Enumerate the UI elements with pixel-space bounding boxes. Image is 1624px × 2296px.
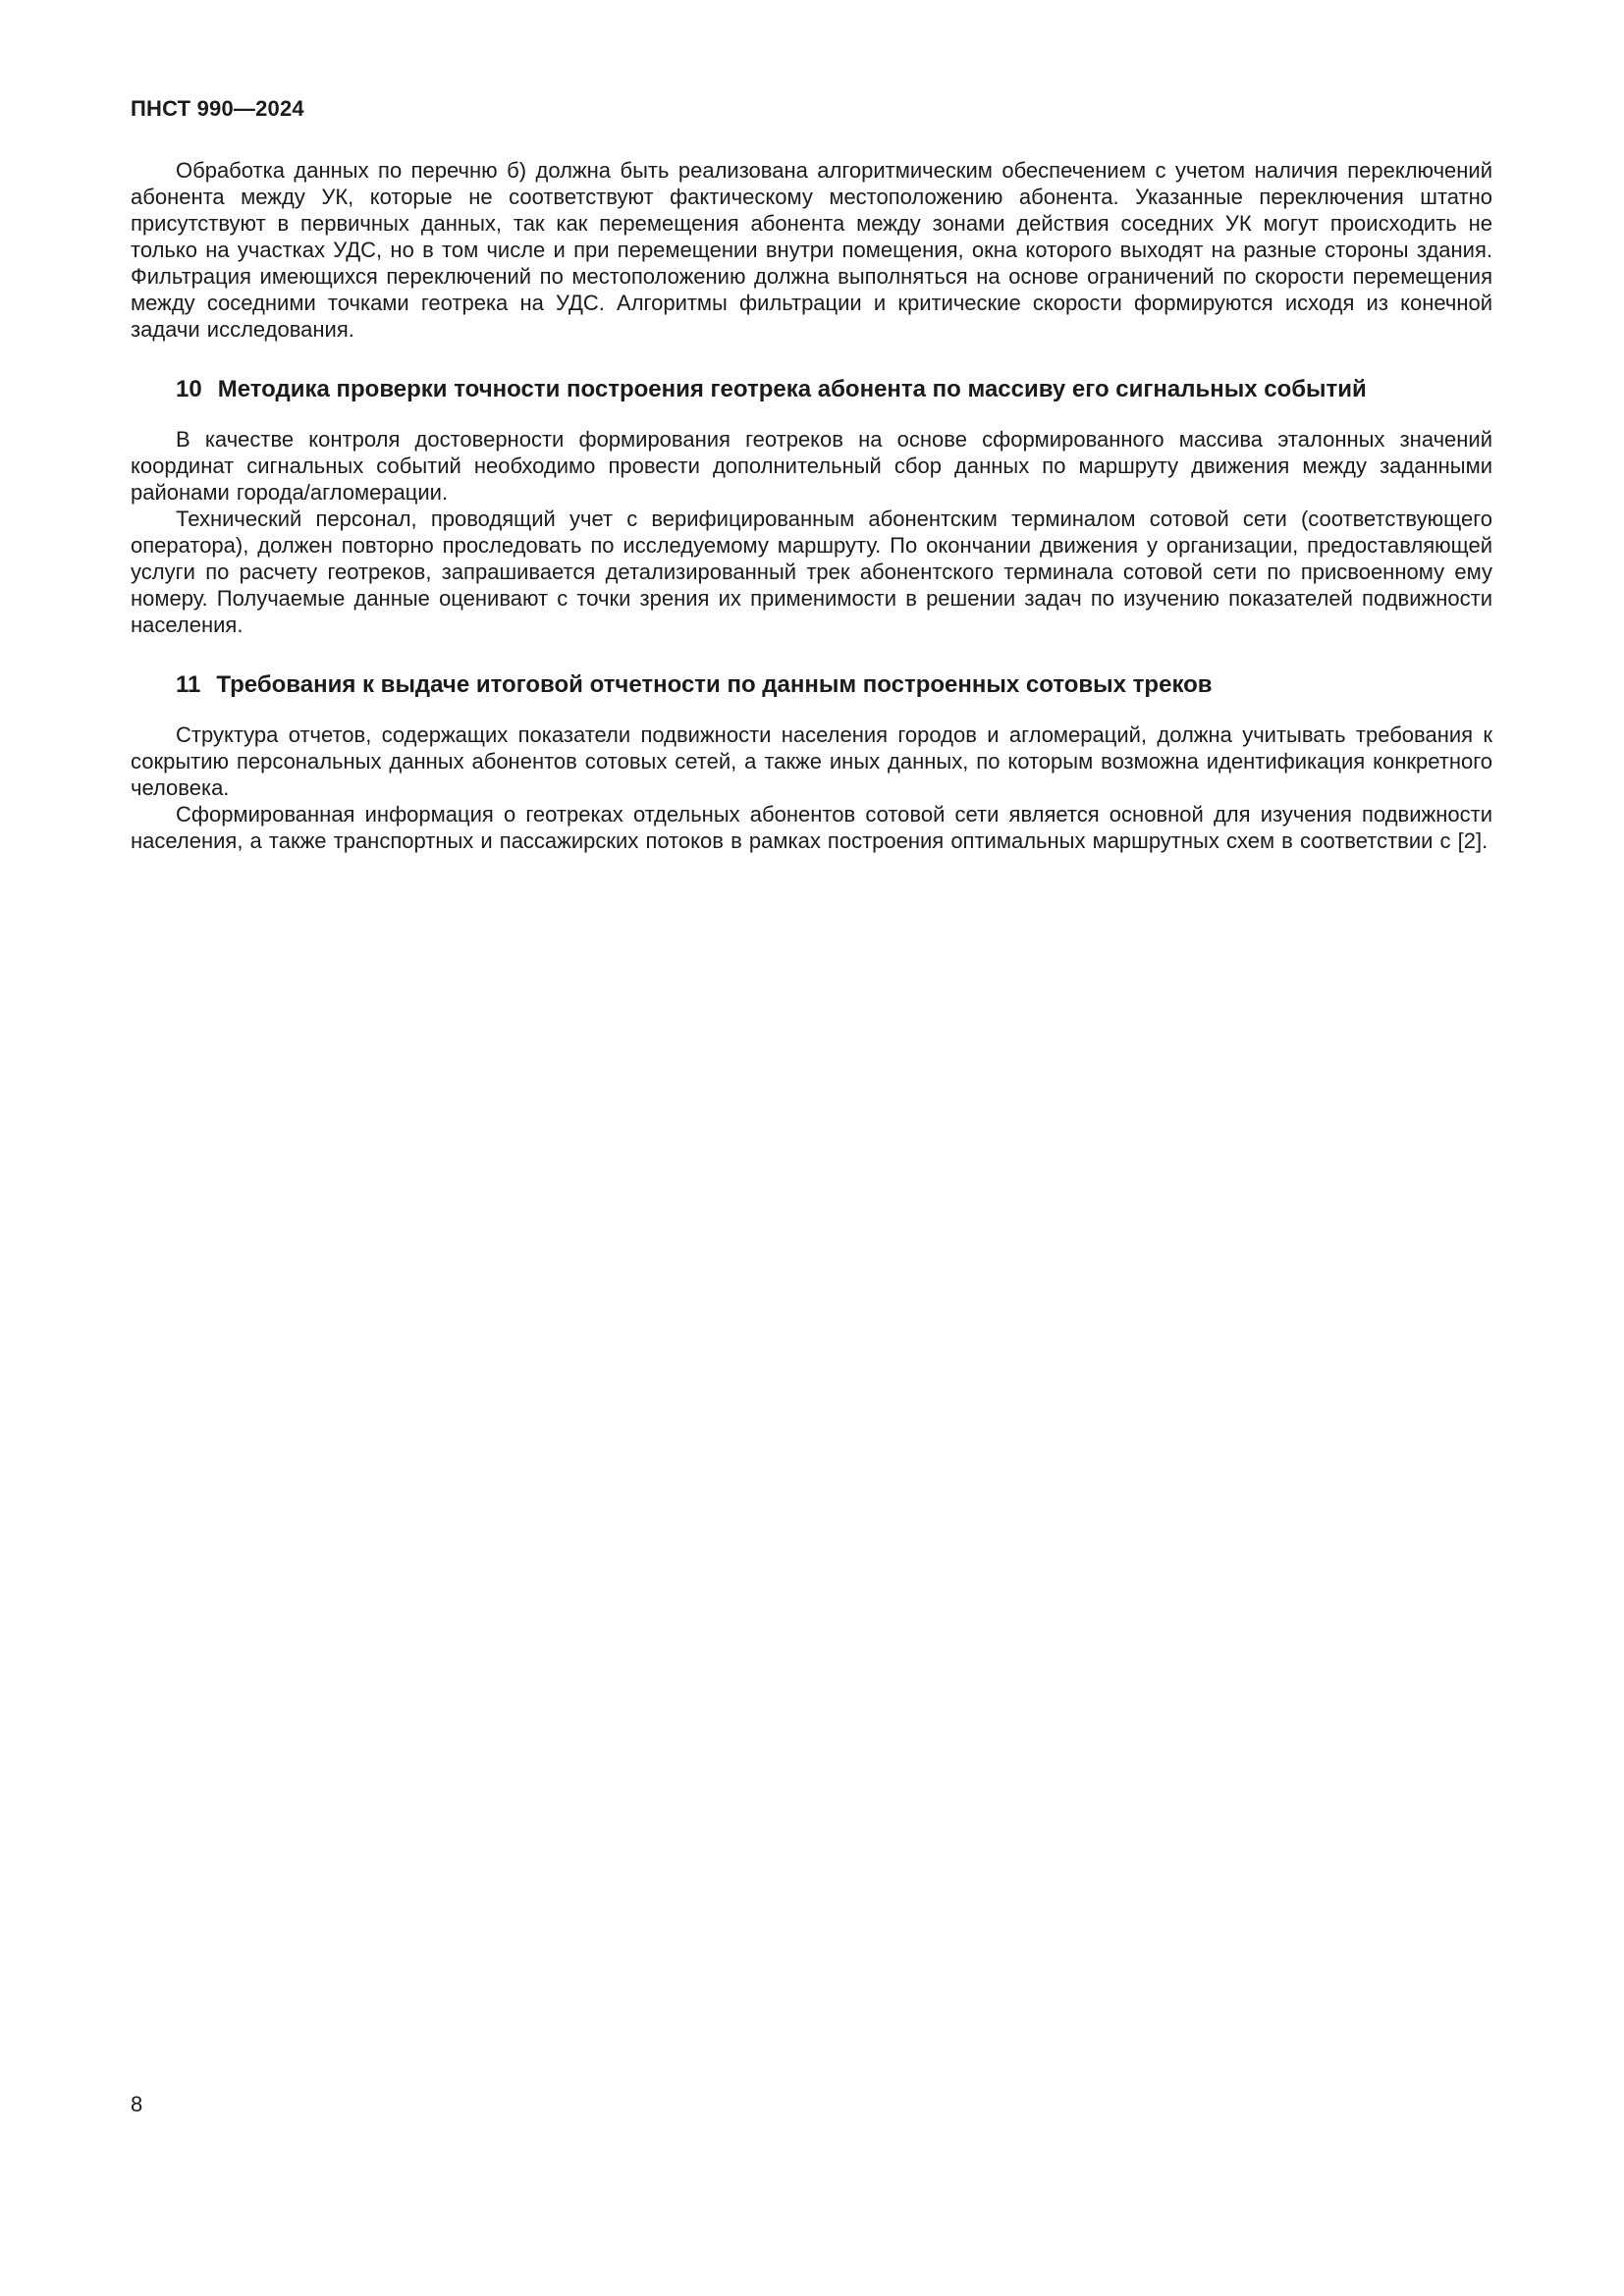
paragraph-technical-personnel: Технический персонал, проводящий учет с верифицированным абонентским терминалом сотовой сети (соответствующего оператора), должен повторно проследовать по исследуемому маршруту. По окончании движения у организации, предоставляющей услуги по расчету геотреков, запрашивается детализированный трек абонентского терминала сотовой сети по присвоенному ему номеру. Получаемые данные оценивают с точки зрения их применимости в решении задач по изучению показателей подвижности населения. bbox=[131, 507, 1492, 637]
section-10-heading bbox=[131, 374, 1492, 404]
section-11-title: Требования к выдаче итоговой отчетности по данным построенных сотовых треков bbox=[216, 671, 1213, 698]
page-number: 8 bbox=[131, 2092, 143, 2116]
section-10-number: 10 bbox=[176, 376, 202, 402]
section-11-heading bbox=[131, 669, 1492, 700]
document-body bbox=[131, 157, 1492, 854]
section-10-title: Методика проверки точности построения геотрека абонента по массиву его сигнальных событий bbox=[217, 376, 1367, 402]
section-11-number: 11 bbox=[176, 671, 201, 698]
paragraph-formed-information: Сформированная информация о геотреках отдельных абонентов сотовой сети является основной для изучения подвижности населения, а также транспортных и пассажирских потоков в рамках построения оптимальных маршрутных схем в соответствии с [2]. bbox=[131, 802, 1492, 853]
paragraph-data-processing: Обработка данных по перечню б) должна быть реализована алгоритмическим обеспечением с учетом наличия переключений абонента между УК, которые не соответствуют фактическому местоположению абонента. Указанные переключения штатно присутствуют в первичных данных, так как перемещения абонента между зонами действия соседних УК могут происходить не только на участках УДС, но в том числе и при перемещении внутри помещения, окна которого выходят на разные стороны здания. Фильтрация имеющихся переключений по местоположению должна выполняться на основе ограничений по скорости перемещения между соседними точками геотрека на УДС. Алгоритмы фильтрации и критические скорости формируются исходя из конечной задачи исследования. bbox=[131, 158, 1492, 342]
document-designation: ПНСТ 990—2024 bbox=[131, 96, 304, 121]
paragraph-geotrack-verification: В качестве контроля достоверности формирования геотреков на основе сформированного массива эталонных значений координат сигнальных событий необходимо провести дополнительный сбор данных по маршруту движения между заданными районами города/агломерации. bbox=[131, 427, 1492, 505]
paragraph-report-structure: Структура отчетов, содержащих показатели подвижности населения городов и агломераций, должна учитывать требования к сокрытию персональных данных абонентов сотовых сетей, а также иных данных, по которым возможна идентификация конкретного человека. bbox=[131, 722, 1492, 800]
